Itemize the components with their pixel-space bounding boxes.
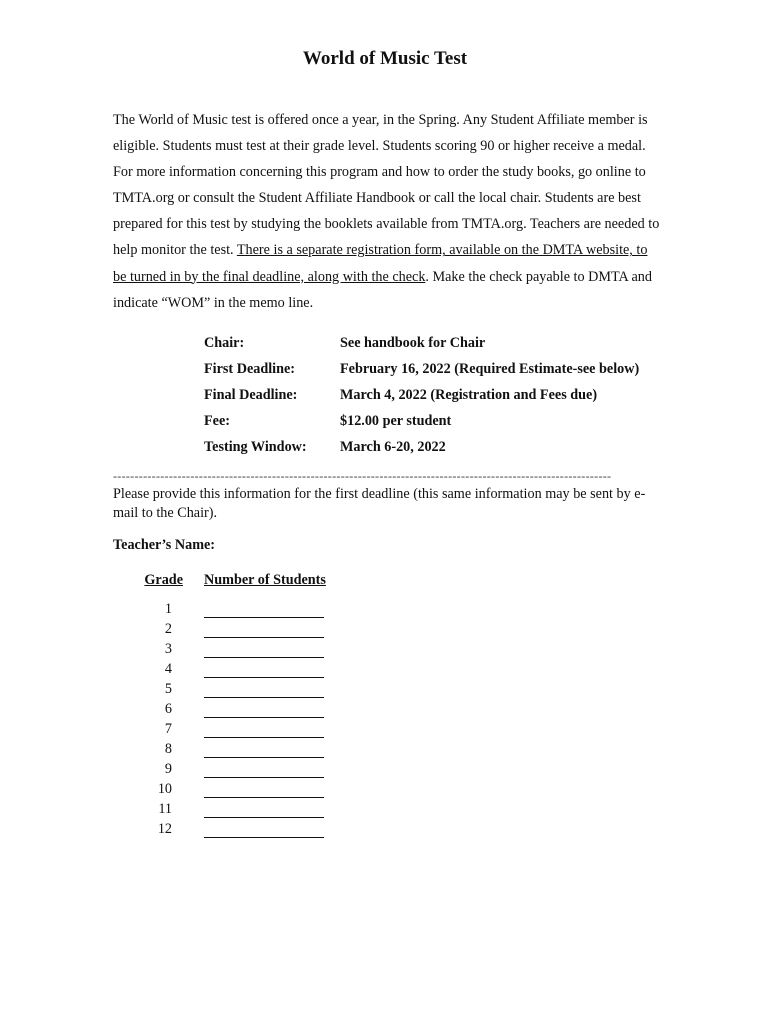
info-label: Chair:	[204, 335, 245, 351]
info-label: Fee:	[204, 413, 230, 429]
student-count-blank[interactable]	[204, 743, 324, 758]
student-count-blank[interactable]	[204, 823, 324, 838]
grade-number: 10	[157, 781, 172, 797]
grade-row	[113, 718, 373, 738]
teacher-name-label: Teacher’s Name:	[113, 537, 216, 553]
grade-number: 11	[158, 801, 172, 817]
info-row-first-deadline	[204, 361, 639, 387]
grade-header-label: Grade	[144, 572, 183, 588]
student-count-blank[interactable]	[204, 723, 324, 738]
grade-number: 4	[164, 661, 172, 677]
grade-number: 3	[164, 641, 172, 657]
grade-row	[113, 698, 373, 718]
info-table	[204, 335, 639, 465]
grade-row	[113, 818, 373, 838]
grade-number: 9	[164, 761, 172, 777]
info-label: Testing Window:	[204, 439, 307, 455]
grade-row	[113, 798, 373, 818]
grade-number: 5	[164, 681, 172, 697]
student-count-blank[interactable]	[204, 643, 324, 658]
student-count-blank[interactable]	[204, 803, 324, 818]
grade-column-header	[113, 572, 183, 589]
student-count-blank[interactable]	[204, 623, 324, 638]
student-count-blank[interactable]	[204, 783, 324, 798]
grade-number: 6	[164, 701, 172, 717]
student-count-blank[interactable]	[204, 603, 324, 618]
info-value: $12.00 per student	[340, 413, 452, 429]
grade-row	[113, 598, 373, 618]
page-title: World of Music Test	[302, 48, 468, 69]
grade-number: 2	[164, 621, 172, 637]
info-value: March 4, 2022 (Registration and Fees due)	[340, 387, 598, 403]
student-count-blank[interactable]	[204, 703, 324, 718]
student-count-blank[interactable]	[204, 763, 324, 778]
estimate-note: Please provide this information for the first deadline (this same information may be sent by e-mail to the Chair).	[113, 486, 646, 521]
info-label: Final Deadline:	[204, 387, 298, 403]
grade-row	[113, 778, 373, 798]
grade-row	[113, 758, 373, 778]
student-count-blank[interactable]	[204, 663, 324, 678]
grade-number: 1	[164, 601, 172, 617]
info-row-final-deadline	[204, 387, 639, 413]
students-column-header: Number of Students	[204, 572, 326, 588]
grade-number: 8	[164, 741, 172, 757]
info-row-fee	[204, 413, 639, 439]
grade-row	[113, 618, 373, 638]
intro-tail: . Make the check payable to DMTA and indicate “WOM” in the memo line.	[113, 268, 652, 311]
registration-form-note: There is a separate registration form, available on the DMTA website, to be turned in by the final deadline, along with the check	[113, 242, 648, 285]
info-row-chair	[204, 335, 639, 361]
grade-row	[113, 638, 373, 658]
intro-paragraph	[113, 107, 661, 316]
info-value: February 16, 2022 (Required Estimate-see below)	[340, 361, 640, 377]
dashed-divider: --------------------------------------------------------------------------------------------------------------------	[113, 469, 612, 483]
info-value: See handbook for Chair	[340, 335, 486, 351]
grade-row	[113, 738, 373, 758]
info-row-testing-window	[204, 439, 639, 465]
info-value: March 6-20, 2022	[340, 439, 446, 455]
grade-row	[113, 658, 373, 678]
grade-number: 12	[157, 821, 172, 837]
grade-number: 7	[164, 721, 172, 737]
grade-row	[113, 678, 373, 698]
grade-list	[113, 598, 373, 838]
student-count-blank[interactable]	[204, 683, 324, 698]
intro-text: The World of Music test is offered once a year, in the Spring. Any Student Affiliate member is eligible. Students must test at their grade level. Students scoring 90 or higher receive a medal. For more information concerning this program and how to order the study books, go online to TMTA.org or consult the Student Affiliate Handbook or call the local chair. Students are best prepared for this test by studying the booklets available from TMTA.org. Teachers are needed to help monitor the test.	[113, 112, 660, 259]
info-label: First Deadline:	[204, 361, 296, 377]
